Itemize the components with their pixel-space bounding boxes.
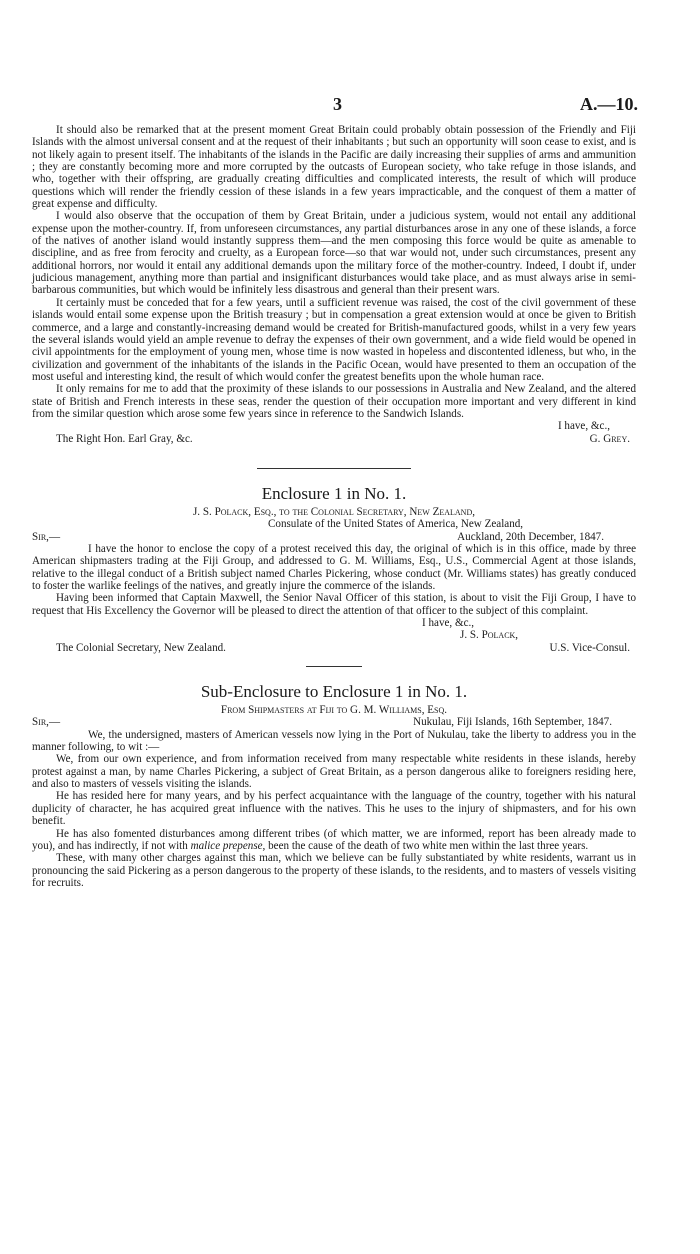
- enclosure-1-salutation: Sir,—: [32, 530, 61, 543]
- enclosure-1-paragraph-2: Having been informed that Captain Maxwell, the Senior Naval Officer of this station, is about to visit the Fiji Group, I have to request that His Excellency the Governor will be pleased to direct the attention of that officer to the subject of this complaint.: [32, 592, 636, 617]
- sub-enclosure-salutation: Sir,—: [32, 716, 61, 729]
- document-reference: A.—10.: [580, 94, 638, 114]
- sub-enclosure-paragraph-3: He has resided here for many years, and by his perfect acquaintance with the language of the country, together with his natural duplicity of character, he has acquired great influence with the natives. This he uses to the injury of shipmasters, and for his own benefit.: [32, 790, 636, 828]
- letter-paragraph-1: It should also be remarked that at the present moment Great Britain could probably obtain possession of the Friendly and Fiji Islands with the almost universal consent and at the request of their inhabitants ; but such an opportunity will soon cease to exist, and is not likely again to present itself. The inhabitants of the islands in the Pacific are daily increasing their supplies of arms and ammunition ; they are constantly becoming more and more corrupted by the outcasts of European society, who take refuge in those islands, and who, together with their offspring, are gradually creating difficulties and complicated interests, the result of which will produce questions which will render the friendly cession of these islands in a few years impracticable, and the conquest of them a matter of great expense and difficulty.: [32, 124, 636, 211]
- enclosure-1-place: Consulate of the United States of America, New Zealand,: [268, 518, 524, 531]
- sub-enclosure-paragraph-4: [32, 828, 636, 853]
- sub-enclosure-section: [32, 681, 636, 889]
- letter-paragraph-3: It certainly must be conceded that for a few years, until a sufficient revenue was raised, the cost of the civil government of these islands would entail some expense upon the British treasury ; but in compensation a great extension would at once be given to British commerce, and a large and constantly-increasing demand would be created for British-manufactured goods, whilst in a very few years the several islands would yield an ample revenue to defray the expenses of their own government, and a wide field would be opened in civil appointments for the employment of young men, whose time is now wasted in hopeless and discontented idleness, but who, in the civilization and government of the inhabitants of the islands in the Pacific Ocean, would have presented to them an occupation of the most useful and interesting kind, the result of which would confer the greatest benefits upon the whole human race.: [32, 296, 636, 383]
- page-number: 3: [333, 94, 342, 114]
- paragraph-4-text-b: been the cause of the death of two white men within the last three years.: [265, 839, 589, 852]
- enclosure-1-addressee: The Colonial Secretary, New Zealand.: [56, 641, 226, 654]
- enclosure-1-signature: J. S. Polack,: [460, 629, 519, 642]
- sub-enclosure-paragraph-5: These, with many other charges against this man, which we believe can be fully substantiated by white residents, warrant us in pronouncing the said Pickering as a person dangerous to the property of these islands, to the residents, and to masters of vessels visiting for recruits.: [32, 852, 636, 889]
- enclosure-1-paragraph-1: I have the honor to enclose the copy of a protest received this day, the original of which is in this office, made by three American shipmasters trading at the Fiji Group, and addressed to G. M. Williams, Esq., U.S., Commercial Agent at those islands, relative to the illegal conduct of a British subject named Charles Pickering, whose conduct (Mr. Williams states) has greatly conduced to foster the warlike feelings of the natives, and greatly injure the commerce of the islands.: [32, 542, 636, 592]
- sub-enclosure-heading: Sub-Enclosure to Enclosure 1 in No. 1.: [200, 682, 468, 702]
- enclosure-1-section: [32, 483, 636, 654]
- enclosure-1-date: Auckland, 20th December, 1847.: [457, 530, 604, 543]
- letter-signature: G. Grey.: [589, 432, 630, 445]
- enclosure-1-closing: I have, &c.,: [422, 617, 475, 630]
- letter-section: [32, 124, 636, 445]
- paragraph-4-italic: malice prepense,: [190, 839, 266, 852]
- paragraph-4-text-a: He has also fomented disturbances among different tribes (of which matter, we are informed, report has been already made to you), and has indirectly, if not with: [32, 827, 636, 852]
- section-divider-2: [306, 666, 362, 667]
- enclosure-1-from: J. S. Polack, Esq., to the Colonial Secretary, New Zealand,: [192, 505, 476, 518]
- letter-paragraph-2: I would also observe that the occupation of them by Great Britain, under a judicious system, would not entail any additional expense upon the mother-country. If, from unforeseen circumstances, any partial disturbances arose in any one of these islands, a force of the natives of another island would instantly suppress them—and the men composing this force would be quite as amenable to discipline, and as free from ferocity and cruelty, as a European force—so that war would not, under such circumstances, present any additional horrors, nor would it entail any additional demands upon the military force of the mother-country. Indeed, I doubt if, under judicious management, anything more than partial and insignificant disturbances would take place, and as must always arise in semi-barbarous communities, but which would be infinitely less disastrous and general than their present wars.: [32, 210, 636, 297]
- sub-enclosure-from: From Shipmasters at Fiji to G. M. Williams, Esq.: [220, 704, 448, 717]
- enclosure-1-heading: Enclosure 1 in No. 1.: [261, 483, 407, 503]
- enclosure-1-title: U.S. Vice-Consul.: [549, 641, 630, 654]
- letter-closing: I have, &c.,: [557, 420, 610, 433]
- sub-enclosure-paragraph-2: We, from our own experience, and from information received from many respectable white residents in these islands, hereby protest against a man, by name Charles Pickering, a subject of Great Britain, as a person dangerous alike to foreigners residing here, and also to masters of vessels visiting the islands.: [32, 753, 636, 791]
- sub-enclosure-paragraph-1: We, the undersigned, masters of American vessels now lying in the Port of Nukulau, take the liberty to address you in the manner following, to wit :—: [32, 728, 636, 754]
- letter-paragraph-4: It only remains for me to add that the proximity of these islands to our possessions in Australia and New Zealand, and the altered state of British and French interests in these seas, render the question of their occupation more important and very different in kind from the similar question which arose some few years since in reference to the Sandwich Islands.: [32, 383, 636, 420]
- page-header: [0, 94, 700, 118]
- sub-enclosure-date: Nukulau, Fiji Islands, 16th September, 1847.: [413, 716, 612, 729]
- page-body: [32, 124, 636, 889]
- letter-addressee: The Right Hon. Earl Gray, &c.: [56, 432, 193, 445]
- section-divider: [257, 468, 411, 469]
